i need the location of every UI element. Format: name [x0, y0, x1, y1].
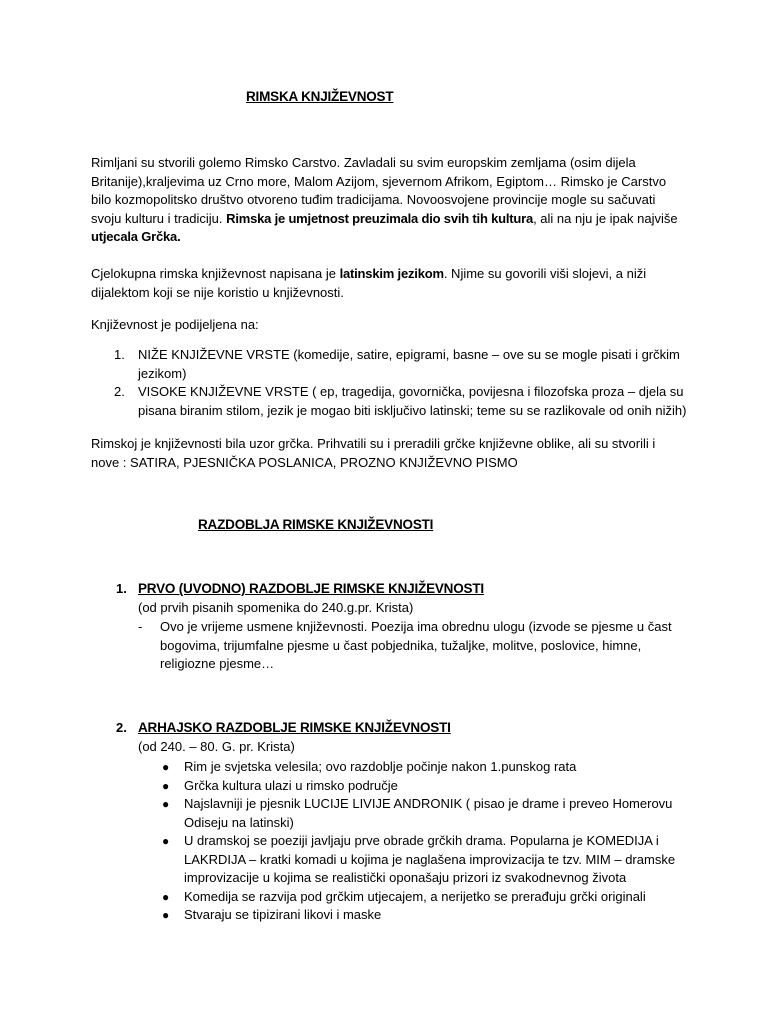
list-item [160, 888, 690, 907]
section-subtitle: (od 240. – 80. G. pr. Krista) [138, 738, 295, 754]
period-2-list [160, 758, 690, 925]
intro-text-2: , ali na nju je ipak najviše [533, 210, 678, 226]
list-item [160, 758, 690, 777]
list-number: 1. [114, 347, 125, 362]
period-1-heading [116, 580, 686, 617]
section-subtitle: (od prvih pisanih spomenika do 240.g.pr. Krista) [138, 599, 414, 615]
list-item-text: Stvaraju se tipizirani likovi i maske [184, 907, 382, 922]
bullet-icon: ● [162, 908, 170, 922]
language-text-1: Cjelokupna rimska književnost napisana je [91, 266, 340, 281]
list-item [160, 777, 690, 796]
intro-bold-2: utjecala Grčka. [91, 229, 181, 244]
list-item-text: Najslavniji je pjesnik LUCIJE LIVIJE ANDRONIK ( pisao je drame i preveo Homerovu Odiseju na latinski) [184, 796, 673, 830]
list-item [114, 383, 694, 420]
period-1-list [138, 618, 686, 674]
page-title: RIMSKA KNJIŽEVNOST [246, 89, 394, 104]
list-item [138, 618, 686, 674]
bullet-icon: ● [162, 778, 170, 793]
list-item-text: Rim je svjetska velesila; ovo razdoblje počinje nakon 1.punskog rata [184, 759, 577, 774]
list-item-text: Komedija se razvija pod grčkim utjecajem, a nerijetko se prerađuju grčki originali [184, 888, 646, 904]
dash-marker: - [138, 619, 143, 634]
list-item [160, 795, 690, 832]
section-number: 2. [116, 720, 127, 735]
list-item-text: VISOKE KNJIŽEVNE VRSTE ( ep, tragedija, govornička, povijesna i filozofska proza – djela su pisana biranim stilom, jezik je mogao biti isključivo latinski; teme su se razlikovale od onih nižih) [138, 384, 687, 418]
intro-bold-1: Rimska je umjetnost preuzimala dio svih tih kultura [226, 210, 534, 226]
bullet-icon: ● [162, 797, 170, 811]
period-2-heading [116, 719, 686, 756]
section-title: PRVO (UVODNO) RAZDOBLJE RIMSKE KNJIŽEVNOSTI [138, 581, 484, 596]
language-bold-1: latinskim jezikom [339, 266, 444, 281]
list-number: 2. [114, 384, 125, 399]
list-item [160, 906, 690, 925]
periods-title: RAZDOBLJA RIMSKE KNJIŽEVNOSTI [198, 517, 434, 532]
bullet-icon: ● [162, 834, 170, 848]
intro-paragraph [91, 154, 686, 247]
language-text-2: . Njime su govorili viši slojevi, a niži dijalektom koji se nije koristio u književnosti. [91, 266, 647, 300]
greek-model-paragraph: Rimskoj je književnosti bila uzor grčka. Prihvatili su i preradili grčke književne oblike, ali su stvorili i nove : SATIRA, PJESNIČKA POSLANICA, PROZNO KNJIŽEVNO PISMO [91, 436, 656, 470]
section-title: ARHAJSKO RAZDOBLJE RIMSKE KNJIŽEVNOSTI [138, 720, 451, 735]
list-item [160, 832, 690, 888]
list-item-text: Grčka kultura ulazi u rimsko područje [184, 777, 398, 793]
division-intro: Književnost je podijeljena na: [91, 317, 259, 332]
list-item-text: NIŽE KNJIŽEVNE VRSTE (komedije, satire, epigrami, basne – ove su se mogle pisati i grčkim jezikom) [138, 347, 680, 381]
bullet-icon: ● [162, 889, 170, 904]
bullet-icon: ● [162, 760, 170, 774]
division-list [114, 346, 694, 420]
list-item-text: Ovo je vrijeme usmene književnosti. Poezija ima obrednu ulogu (izvode se pjesme u čast bogovima, trijumfalne pjesme u čast pobjednika, tužaljke, molitve, poslovice, himne, religiozne pjesme… [160, 619, 672, 671]
language-paragraph [91, 265, 686, 302]
list-item [114, 346, 694, 383]
intro-text-1: Rimljani su stvorili golemo Rimsko Carstvo. Zavladali su svim europskim zemljama (osim dijela Britanije),kraljevima uz Crno more, Malom Azijom, sjevernom Afrikom, Egiptom… Rimsko je Carstvo bilo kozmopolitsko društvo otvoreno tuđim tradicijama. Novoosvojene provincije mogle su sačuvati svoju kulturu i tradiciju. [91, 155, 667, 226]
list-item-text: U dramskoj se poeziji javljaju prve obrade grčkih drama. Popularna je KOMEDIJA i LAKRDIJA – kratki komadi u kojima je naglašena improvizacija te tzv. MIM – dramske improvizacije u kojima se realistički oponašaju prizori iz svakodnevnog života [184, 833, 676, 885]
section-number: 1. [116, 581, 127, 596]
